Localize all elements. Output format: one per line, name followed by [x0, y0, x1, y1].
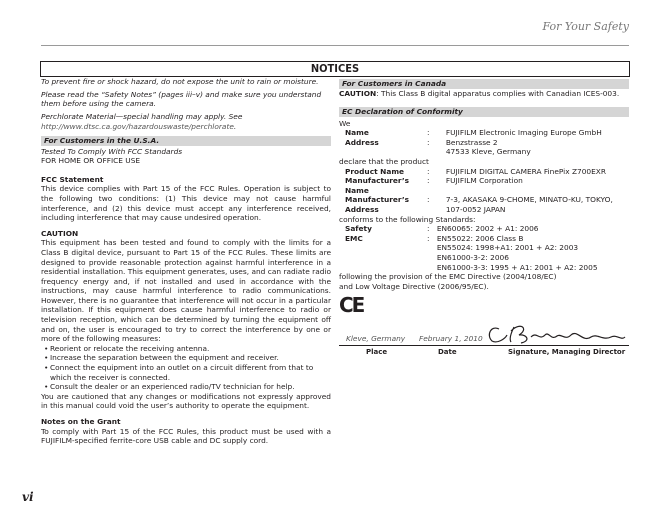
caution-heading: CAUTION: [41, 228, 79, 238]
safety-row: Safety : EN60065: 2002 + A1: 2006: [345, 224, 539, 234]
place-label: Place: [366, 348, 388, 356]
canada-text: CAUTION: This Class B digital apparatus complies with Canadian ICES-003.: [339, 89, 620, 98]
right-column: [339, 77, 629, 356]
manufacturer-name-row: Manufacturer’s Name : FUJIFILM Corporation: [345, 176, 523, 195]
notices-title: NOTICES: [40, 61, 630, 77]
conforms-text: conforms to the following Standards:: [339, 214, 476, 224]
emc-row: EMC : EN55022: 2006 Class B EN55024: 1998+A1: 2001 + A2: 2003 EN61000-3-2: 2006 EN61000-3-3: 1995 + A1: 2001 + A2: 2005: [345, 233, 598, 272]
warning-text: To prevent fire or shock hazard, do not expose the unit to rain or moisture.: [41, 77, 319, 86]
ce-mark-icon: CE: [339, 293, 364, 317]
page-number: vi: [22, 490, 34, 504]
usa-standards-line: Tested To Comply With FCC Standards: [41, 146, 183, 156]
list-item: • Increase the separation between the equipment and receiver.: [44, 353, 279, 363]
date-label: Date: [438, 348, 457, 356]
list-item: • Connect the equipment into an outlet on a circuit different from that to which the receiver is connected.: [44, 363, 314, 382]
caution-text: This equipment has been tested and found to comply with the limits for a Class B digital device, pursuant to Part 15 of the FCC Rules. These limits are designed to provide reasonable protection against harmful interference in a residential installation. This equipment generates, uses, and can radiate radio frequency energy and, if not installed and used in accordance with the instructions, may cause harmful interference to radio communications. However, there is no guarantee that interference will not occur in a particular installation. If this equipment does cause harmful interference to radio or television reception, which can be determined by turning the equipment off and on, the user is encouraged to try to correct the interference by one or more of the following measures:: [41, 238, 331, 344]
usa-home-office-line: FOR HOME OR OFFICE USE: [41, 156, 141, 166]
directive-text: following the provision of the EMC Directive (2004/108/EC) and Low Voltage Directive (2006/95/EC).: [339, 272, 557, 291]
signature-label: Signature, Managing Director: [508, 348, 626, 356]
address-row: Address : Benzstrasse 2 47533 Kleve, Germany: [345, 137, 531, 157]
fcc-statement-text: This device complies with Part 15 of the FCC Rules. Operation is subject to the following two conditions: (1) This device may not cause harmful interference, and (2) this device must accept any interference received, including interference that may cause undesired operation.: [41, 184, 331, 223]
section-title: For Your Safety: [542, 20, 629, 33]
list-item: • Consult the dealer or an experienced radio/TV technician for help.: [44, 382, 295, 392]
manufacturer-address-row: Manufacturer’s Address : 7-3, AKASAKA 9-CHOME, MINATO-KU, TOKYO, 107-0052 JAPAN: [345, 195, 613, 214]
declare-text: declare that the product: [339, 156, 429, 166]
name-row: Name : FUJIFILM Electronic Imaging Europe GmbH: [345, 128, 602, 138]
perchlorate-text: Perchlorate Material—special handling may apply. See http://www.dtsc.ca.gov/hazardouswaste/perchlorate.: [41, 112, 243, 131]
measures-list: [41, 344, 331, 392]
perchlorate-link[interactable]: http://www.dtsc.ca.gov/hazardouswaste/perchlorate: [41, 121, 234, 131]
read-notes-text: Please read the “Safety Notes” (pages iii–v) and make sure you understand them before using the camera.: [41, 89, 322, 109]
header-divider: [41, 45, 629, 46]
grant-heading: Notes on the Grant: [41, 417, 121, 426]
ec-section-heading: EC Declaration of Conformity: [339, 107, 629, 117]
canada-section-heading: For Customers in Canada: [339, 79, 629, 89]
product-row: Product Name : FUJIFILM DIGITAL CAMERA FinePix Z700EXR: [345, 166, 606, 176]
usa-section-heading: For Customers in the U.S.A.: [41, 136, 331, 146]
left-column: [41, 77, 331, 449]
grant-text: To comply with Part 15 of the FCC Rules, this product must be used with a FUJIFILM-specified ferrite-core USB cable and DC supply cord.: [41, 426, 331, 446]
caution-tail-text: You are cautioned that any changes or modifications not expressly approved in this manual could void the user’s authority to operate the equipment.: [41, 391, 331, 411]
list-item: • Reorient or relocate the receiving antenna.: [44, 343, 210, 353]
signature-divider: [339, 345, 629, 346]
we-text: We: [339, 118, 351, 128]
date-value: February 1, 2010: [419, 334, 483, 343]
place-value: Kleve, Germany: [346, 334, 406, 343]
fcc-statement-heading: FCC Statement: [41, 174, 104, 184]
